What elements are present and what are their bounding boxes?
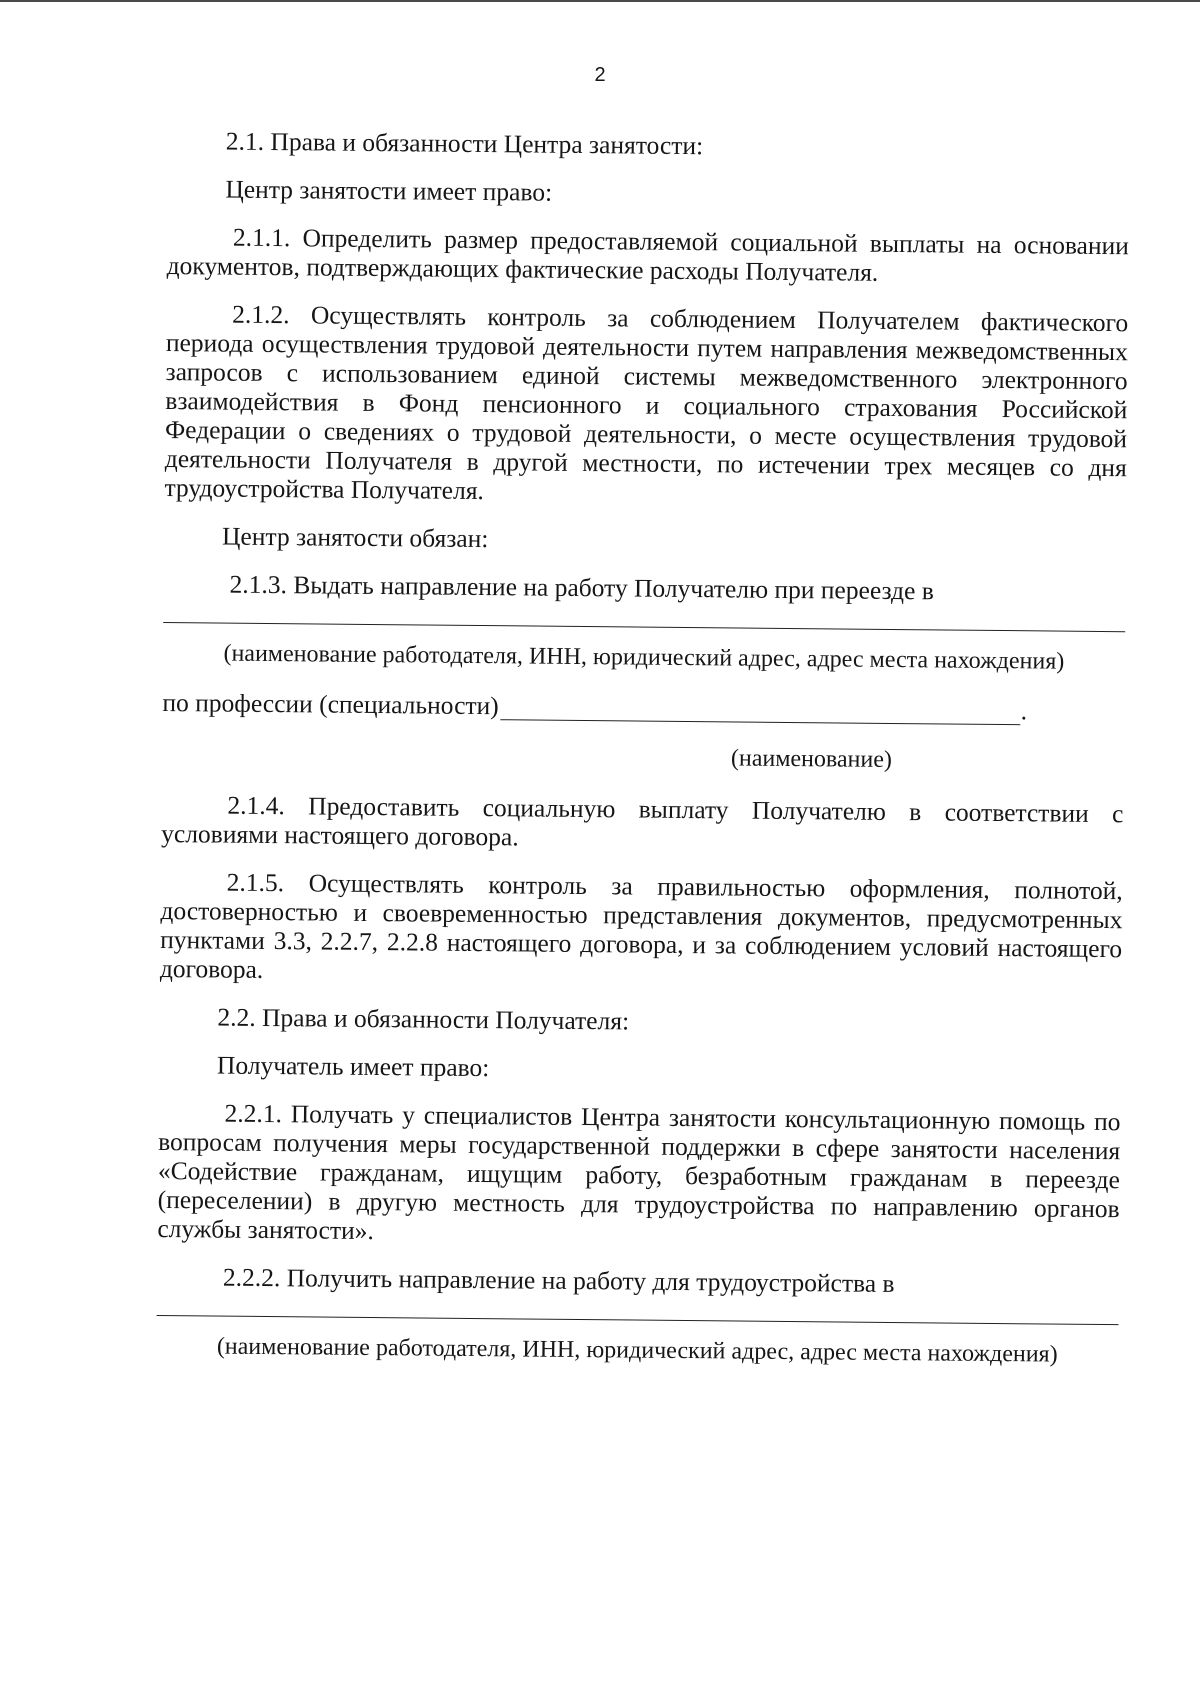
section-2-2-heading: 2.2. Права и обязанности Получателя: <box>217 1002 630 1036</box>
section-2-1-heading: 2.1. Права и обязанности Центра занятости: <box>225 126 704 161</box>
center-duties-intro: Центр занятости обязан: <box>221 521 489 554</box>
clause-2-2-2: 2.2.2. Получить направление на работу для трудоустройства в <box>222 1262 895 1299</box>
top-border <box>0 0 1200 2</box>
employer-hint-2: (наименование работодателя, ИНН, юридический адрес, адрес места нахождения) <box>216 1333 1058 1368</box>
recipient-rights-intro: Получатель имеет право: <box>216 1050 490 1083</box>
profession-line <box>162 688 1124 726</box>
page-number: 2 <box>594 64 606 86</box>
clause-2-1-5: 2.1.5. Осуществлять контроль за правильностью оформления, полнотой, достоверностью и своевременностью представления документов, предусмотренных пунктами 3.3, 2.2.7, 2.2.8 настоящего договора, и за соблюдением условий настоящего договора. <box>159 867 1123 984</box>
profession-label: по профессии (специальности) <box>162 687 499 721</box>
employer-hint: (наименование работодателя, ИНН, юридический адрес, адрес места нахождения) <box>223 640 1065 675</box>
employer-blank-line-2 <box>157 1303 1119 1325</box>
center-rights-intro: Центр занятости имеет право: <box>225 174 553 207</box>
profession-name-hint: (наименование) <box>730 745 893 773</box>
profession-end: . <box>1020 696 1028 726</box>
clause-2-1-4: 2.1.4. Предоставить социальную выплату Получателю в соответствии с условиями настоящего договора. <box>161 790 1124 852</box>
clause-2-1-3: 2.1.3. Выдать направление на работу Получателю при переезде в <box>229 569 934 606</box>
profession-blank <box>501 693 1021 725</box>
employer-blank-line <box>163 610 1125 632</box>
clause-2-1-2: 2.1.2. Осуществлять контроль за соблюдением Получателем фактического периода осуществления трудовой деятельности путем направления межведомственных запросов с использованием единой системы межведомственного электронного взаимодействия в Фонд пенсионного и социального страхования Российской Федерации о сведениях о трудовой деятельности, о месте осуществления трудовой деятельности Получателя в другой местности, по истечении трех месяцев со дня трудоустройства Получателя. <box>164 299 1129 506</box>
clause-2-2-1: 2.2.1. Получать у специалистов Центра занятости консультационную помощь по вопросам получения меры государственной поддержки в сфере занятости населения «Содействие гражданам, ищущим работу, безработным гражданам в переезде (переселении) в другую местность для трудоустройства по направлению органов службы занятости». <box>157 1098 1121 1246</box>
document-body <box>156 126 1130 1390</box>
clause-2-1-1: 2.1.1. Определить размер предоставляемой социальной выплаты на основании документов, подтверждающих фактические расходы Получателя. <box>166 222 1130 287</box>
